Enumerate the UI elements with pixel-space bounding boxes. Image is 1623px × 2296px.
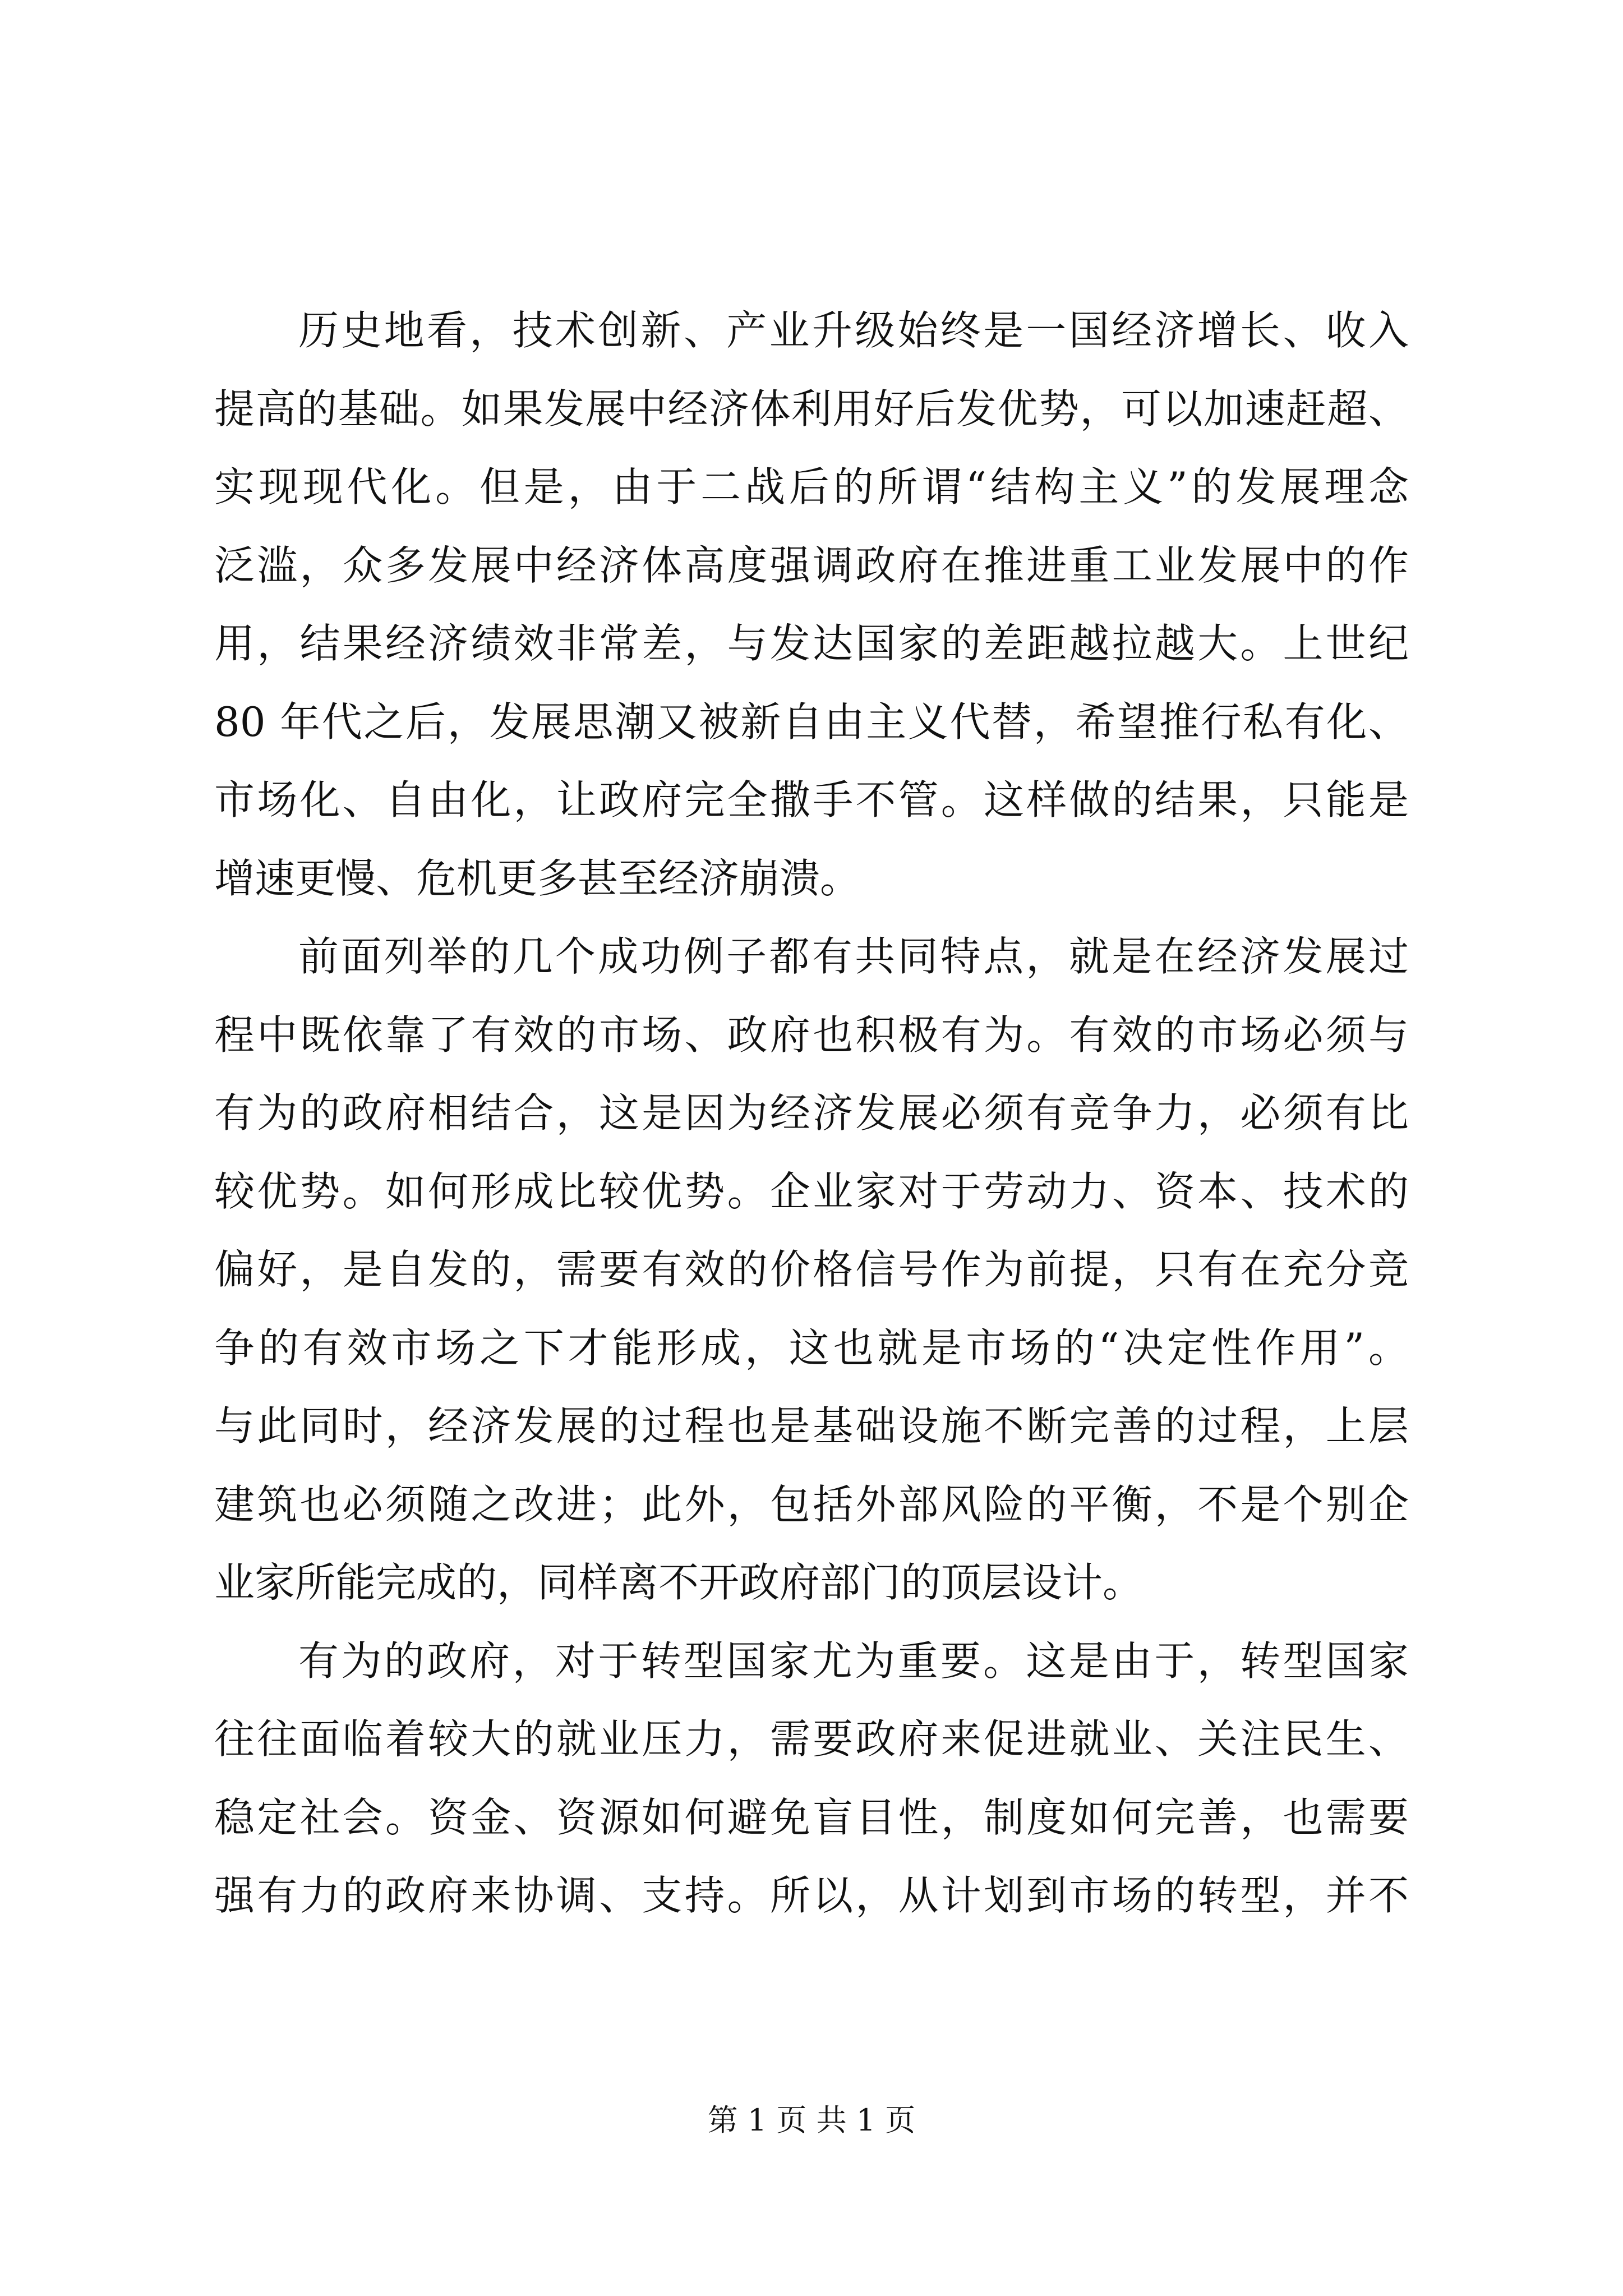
text-line: 与此同时，经济发展的过程也是基础设施不断完善的过程，上层 (214, 1402, 1409, 1450)
text-line: 增速更慢、危机更多甚至经济崩溃。 (214, 854, 861, 902)
text-line: 用，结果经济绩效非常差，与发达国家的差距越拉越大。上世纪 (214, 620, 1409, 667)
text-line: 有为的政府相结合，这是因为经济发展必须有竞争力，必须有比 (214, 1089, 1409, 1137)
text-line: 稳定社会。资金、资源如何避免盲目性，制度如何完善，也需要 (214, 1793, 1409, 1841)
text-line: 历史地看，技术创新、产业升级始终是一国经济增长、收入 (298, 307, 1409, 354)
text-line: 提高的基础。如果发展中经济体利用好后发优势，可以加速赶超、 (214, 385, 1409, 432)
page-number-footer: 第 1 页 共 1 页 (707, 2102, 916, 2138)
text-line: 往往面临着较大的就业压力，需要政府来促进就业、关注民生、 (214, 1715, 1409, 1763)
text-line: 争的有效市场之下才能形成，这也就是市场的“决定性作用”。 (214, 1324, 1409, 1372)
text-line: 80 年代之后，发展思潮又被新自由主义代替，希望推行私有化、 (214, 698, 1409, 746)
text-line: 程中既依靠了有效的市场、政府也积极有为。有效的市场必须与 (214, 1011, 1409, 1059)
text-line: 强有力的政府来协调、支持。所以，从计划到市场的转型，并不 (214, 1872, 1409, 1919)
text-line: 较优势。如何形成比较优势。企业家对于劳动力、资本、技术的 (214, 1167, 1409, 1215)
text-line: 业家所能完成的，同样离不开政府部门的顶层设计。 (214, 1559, 1144, 1606)
text-line: 偏好，是自发的，需要有效的价格信号作为前提，只有在充分竞 (214, 1246, 1409, 1293)
text-line: 前面列举的几个成功例子都有共同特点，就是在经济发展过 (298, 933, 1409, 980)
text-line: 有为的政府，对于转型国家尤为重要。这是由于，转型国家 (298, 1637, 1409, 1685)
document-body (214, 292, 1409, 1935)
text-line: 泛滥，众多发展中经济体高度强调政府在推进重工业发展中的作 (214, 541, 1409, 589)
text-line: 市场化、自由化，让政府完全撒手不管。这样做的结果，只能是 (214, 776, 1409, 823)
text-line: 实现现代化。但是，由于二战后的所谓“结构主义”的发展理念 (214, 463, 1409, 510)
text-line: 建筑也必须随之改进；此外，包括外部风险的平衡，不是个别企 (214, 1480, 1409, 1528)
